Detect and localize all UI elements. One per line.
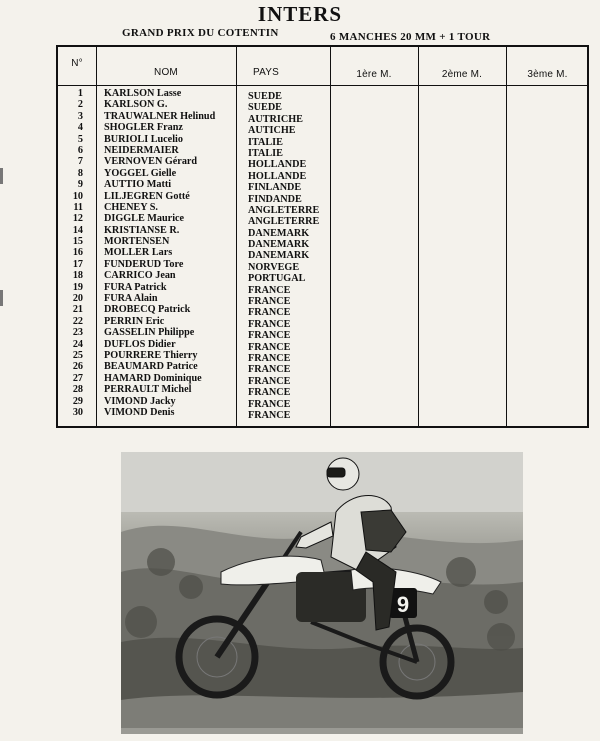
rider-name: DIGGLE Maurice	[104, 213, 185, 225]
rider-name: CARRICO Jean	[104, 270, 176, 282]
rider-country: AUTICHE	[248, 125, 296, 137]
row-number: 15	[72, 236, 83, 248]
row-number: 19	[72, 281, 83, 293]
rider-country: FINLANDE	[248, 182, 302, 194]
rider-name: BURIOLI Lucelio	[104, 133, 183, 145]
rider-country: FRANCE	[248, 375, 291, 387]
table-row	[58, 133, 328, 148]
row-number: 1	[77, 88, 83, 99]
rider-country: FRANCE	[248, 318, 291, 330]
rider-name: HAMARD Dominique	[104, 372, 202, 384]
row-number: 5	[77, 133, 83, 145]
table-row	[58, 213, 328, 228]
rider-name: POURRERE Thierry	[104, 349, 198, 361]
table-row	[58, 338, 328, 353]
column-header-name: NOM	[154, 67, 178, 78]
row-number: 7	[77, 156, 83, 168]
row-number: 20	[72, 293, 83, 305]
column-divider	[506, 47, 507, 426]
table-row	[58, 236, 328, 251]
rider-country: FRANCE	[248, 307, 291, 319]
rider-country: FRANCE	[248, 398, 291, 410]
table-row	[58, 88, 328, 102]
rider-country: FRANCE	[248, 364, 291, 376]
row-number: 28	[72, 384, 83, 396]
row-number: 2	[77, 99, 83, 111]
header-divider	[58, 85, 587, 86]
table-row	[58, 110, 328, 125]
row-number: 22	[72, 315, 83, 327]
row-number: 12	[72, 213, 83, 225]
rider-name: FURA Alain	[104, 293, 158, 305]
rider-country: ANGLETERRE	[248, 204, 320, 216]
event-format: 6 MANCHES 20 MM + 1 TOUR	[330, 31, 491, 43]
table-row	[58, 247, 328, 262]
table-row	[58, 293, 328, 308]
row-number: 11	[73, 201, 83, 213]
table-row	[58, 190, 328, 205]
column-header-number: N°	[71, 58, 83, 69]
column-header-race-1: 1ère M.	[356, 69, 392, 80]
rider-country: HOLLANDE	[248, 170, 307, 182]
table-row	[58, 156, 328, 171]
rider-name: DROBECQ Patrick	[104, 304, 191, 316]
rider-country: NORVEGE	[248, 261, 300, 273]
rider-name: SHOGLER Franz	[104, 122, 183, 134]
binding-mark-top	[0, 168, 3, 184]
row-number: 8	[77, 167, 83, 179]
row-number: 24	[72, 338, 83, 350]
bike-number: 9	[396, 592, 410, 617]
table-row	[58, 122, 328, 137]
table-row	[58, 270, 328, 285]
motocross-photo	[121, 452, 523, 734]
rider-country: FRANCE	[248, 284, 291, 296]
row-number: 14	[72, 224, 83, 236]
row-number: 26	[72, 361, 83, 373]
row-number: 3	[77, 110, 83, 122]
rider-name: VIMOND Denis	[104, 406, 175, 418]
rider-name: LILJEGREN Gotté	[104, 190, 190, 202]
table-row	[58, 304, 328, 319]
rider-name: VERNOVEN Gérard	[104, 156, 198, 168]
rider-country: ANGLETERRE	[248, 216, 320, 228]
rider-name: MORTENSEN	[104, 236, 170, 248]
row-number: 6	[77, 144, 83, 156]
table-row	[58, 315, 328, 330]
table-row	[58, 361, 328, 376]
rider-name: VIMOND Jacky	[104, 395, 176, 407]
table-row	[58, 327, 328, 342]
binding-mark-bottom	[0, 290, 3, 306]
rider-country: SUEDE	[248, 91, 282, 102]
rider-country: FRANCE	[248, 387, 291, 399]
rider-name: PERRAULT Michel	[104, 384, 192, 396]
rider-name: KRISTIANSE R.	[104, 224, 180, 236]
event-title: GRAND PRIX DU COTENTIN	[122, 27, 279, 39]
row-number: 23	[72, 327, 83, 339]
rider-name: YOGGEL Gielle	[104, 167, 177, 179]
page-title: INTERS	[257, 2, 343, 26]
table-row	[58, 406, 328, 421]
rider-name: NEIDERMAIER	[104, 144, 179, 156]
rider-country: PORTUGAL	[248, 273, 306, 285]
rider-country: ITALIE	[248, 136, 283, 148]
row-number: 9	[77, 179, 83, 191]
rider-name: DUFLOS Didier	[104, 338, 176, 350]
table-row	[58, 224, 328, 239]
rider-name: PERRIN Eric	[104, 315, 165, 327]
results-rows	[58, 88, 328, 421]
rider-name: GASSELIN Philippe	[104, 327, 195, 339]
rider-country: ITALIE	[248, 147, 283, 159]
rider-name: MOLLER Lars	[104, 247, 173, 259]
row-number: 10	[72, 190, 83, 202]
table-row	[58, 99, 328, 114]
results-table	[56, 45, 589, 428]
rider-name: BEAUMARD Patrice	[104, 361, 198, 373]
rider-name: KARLSON G.	[104, 99, 168, 111]
rider-name: CHENEY S.	[104, 201, 158, 213]
row-number: 30	[72, 406, 83, 418]
table-row	[58, 144, 328, 159]
row-number: 17	[72, 258, 83, 270]
rider-name: FURA Patrick	[104, 281, 167, 293]
rider-country: HOLLANDE	[248, 159, 307, 171]
row-number: 25	[72, 349, 83, 361]
table-row	[58, 395, 328, 410]
table-row	[58, 281, 328, 296]
row-number: 29	[72, 395, 83, 407]
row-number: 18	[72, 270, 83, 282]
rider-country: DANEMARK	[248, 250, 310, 262]
rider-name: TRAUWALNER Helinud	[104, 110, 216, 122]
rider-country: FINDANDE	[248, 193, 302, 205]
row-number: 16	[72, 247, 83, 259]
column-header-race-2: 2ème M.	[441, 69, 483, 80]
rider-country: FRANCE	[248, 330, 291, 342]
row-number: 27	[72, 372, 83, 384]
column-divider	[330, 47, 331, 426]
rider-country: DANEMARK	[248, 227, 310, 239]
rider-country: FRANCE	[248, 296, 291, 308]
row-number: 4	[77, 122, 83, 134]
rider-name: KARLSON Lasse	[104, 88, 182, 99]
column-divider	[418, 47, 419, 426]
rider-name: AUTTIO Matti	[104, 179, 172, 191]
table-row	[58, 201, 328, 216]
rider-country: FRANCE	[248, 409, 291, 421]
table-row	[58, 258, 328, 273]
table-row	[58, 372, 328, 387]
row-number: 21	[72, 304, 83, 316]
rider-country: DANEMARK	[248, 239, 310, 251]
rider-country: AUTRICHE	[248, 113, 303, 125]
rider-name: FUNDERUD Tore	[104, 258, 184, 270]
column-header-race-3: 3ème M.	[527, 69, 568, 80]
table-row	[58, 349, 328, 364]
table-row	[58, 167, 328, 182]
rider-country: SUEDE	[248, 102, 282, 114]
table-row	[58, 179, 328, 194]
table-row	[58, 384, 328, 399]
rider-country: FRANCE	[248, 352, 291, 364]
rider-country: FRANCE	[248, 341, 291, 353]
column-header-country: PAYS	[253, 67, 279, 78]
